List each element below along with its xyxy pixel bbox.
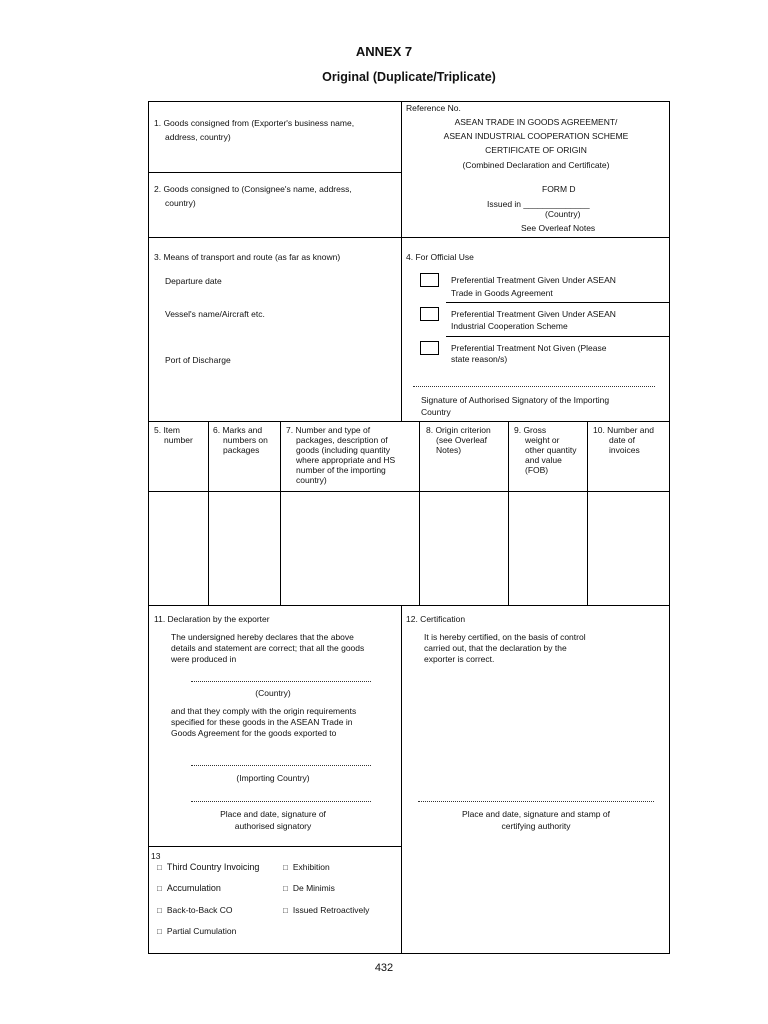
certificate-subtitle: (Combined Declaration and Certificate) (462, 160, 610, 170)
overleaf-notes: See Overleaf Notes (521, 223, 596, 233)
checkbox-icon: □ (283, 884, 288, 893)
exporter-signature-caption: authorised signatory (234, 821, 312, 831)
item-number-cell[interactable] (149, 492, 208, 605)
option-label: Partial Cumulation (166, 926, 237, 936)
col-header-text: numbers on (223, 435, 268, 445)
declaration-text: details and statement are correct; that all the goods (171, 643, 365, 653)
option-label: De Minimis (292, 883, 335, 893)
col-header-text: 6. Marks and (213, 425, 263, 435)
third-country-invoicing-option[interactable] (157, 862, 259, 873)
col-header-text: packages, description of (296, 435, 388, 445)
col-header-text: Notes) (436, 445, 462, 455)
de-minimis-option[interactable] (283, 883, 335, 894)
opt1-label-cont: Trade in Goods Agreement (451, 288, 553, 298)
scheme-title: ASEAN INDUSTRIAL COOPERATION SCHEME (443, 131, 629, 141)
col-header-text: invoices (609, 445, 640, 455)
departure-date-label: Departure date (165, 276, 222, 286)
exporter-field[interactable] (150, 145, 399, 171)
marks-cell[interactable] (209, 492, 280, 605)
description-cell[interactable] (281, 492, 419, 605)
exporter-signature-caption: Place and date, signature of (220, 809, 326, 819)
agreement-title: ASEAN TRADE IN GOODS AGREEMENT/ (454, 117, 618, 127)
partial-cumulation-option[interactable] (157, 926, 236, 937)
vessel-name-label: Vessel's name/Aircraft etc. (165, 309, 265, 319)
form-name: FORM D (542, 184, 576, 194)
col-header-text: country) (296, 475, 327, 485)
option-label: Back-to-Back CO (166, 905, 233, 915)
issued-retroactively-option[interactable] (283, 905, 369, 916)
reference-no: Reference No. (406, 103, 461, 113)
option-label: Accumulation (166, 883, 221, 893)
declaration-text: The undersigned hereby declares that the above (171, 632, 354, 642)
option-label: Third Country Invoicing (166, 862, 260, 872)
opt2-label-cont: Industrial Cooperation Scheme (451, 321, 568, 331)
box12-label: 12. Certification (406, 614, 466, 624)
divider (148, 605, 670, 606)
option-label: Exhibition (292, 862, 330, 872)
produced-country-line[interactable] (191, 681, 371, 682)
importing-country-line[interactable] (191, 765, 371, 766)
certificate-title: CERTIFICATE OF ORIGIN (485, 145, 587, 155)
accumulation-option[interactable] (157, 883, 221, 894)
col-header-text: 8. Origin criterion (426, 425, 491, 435)
col-header-text: 5. Item (154, 425, 180, 435)
col-header-text: 10. Number and (593, 425, 654, 435)
col-header-text: where appropriate and HS (296, 455, 396, 465)
checkbox-icon: □ (283, 906, 288, 915)
col-header-text: and value (525, 455, 562, 465)
importing-signature-label: Signature of Authorised Signatory of the Importing (421, 395, 610, 405)
authority-signature-caption: certifying authority (501, 821, 571, 831)
divider (148, 421, 670, 422)
divider (148, 237, 670, 238)
authority-signature-line[interactable] (418, 801, 654, 802)
box1-label: 1. Goods consigned from (Exporter's business name, (154, 118, 355, 128)
opt1-label: Preferential Treatment Given Under ASEAN (451, 275, 616, 285)
certification-text: It is hereby certified, on the basis of control (424, 632, 586, 642)
option-label: Issued Retroactively (292, 905, 370, 915)
box1-label-cont: address, country) (165, 132, 231, 142)
col-header-text: packages (223, 445, 260, 455)
divider (148, 846, 401, 847)
box11-label: 11. Declaration by the exporter (154, 614, 270, 624)
exporter-signature-line[interactable] (191, 801, 371, 802)
produced-country-caption: (Country) (255, 688, 291, 698)
divider (401, 605, 402, 954)
gross-weight-cell[interactable] (509, 492, 587, 605)
annex-title: ANNEX 7 (355, 44, 413, 59)
issued-in: Issued in ______________ (487, 199, 590, 209)
consignee-field[interactable] (150, 211, 399, 236)
port-of-discharge-label: Port of Discharge (165, 355, 231, 365)
checkbox-icon: □ (157, 884, 162, 893)
declaration-text: Goods Agreement for the goods exported to (171, 728, 337, 738)
certification-text: exporter is correct. (424, 654, 495, 664)
back-to-back-co-option[interactable] (157, 905, 233, 916)
importing-country-caption: (Importing Country) (236, 773, 310, 783)
opt2-label: Preferential Treatment Given Under ASEAN (451, 309, 616, 319)
certification-text: carried out, that the declaration by the (424, 643, 567, 653)
origin-criterion-cell[interactable] (420, 492, 508, 605)
checkbox-icon: □ (157, 927, 162, 936)
declaration-text: and that they comply with the origin requirements (171, 706, 357, 716)
issued-country-caption: (Country) (545, 209, 581, 219)
col-header-text: 9. Gross (514, 425, 547, 435)
opt3-label-cont: state reason/s) (451, 354, 508, 364)
exhibition-option[interactable] (283, 862, 330, 873)
checkbox-icon: □ (283, 863, 288, 872)
not-given-checkbox[interactable] (420, 341, 439, 355)
preferential-atiga-checkbox[interactable] (420, 273, 439, 287)
col-header-text: date of (609, 435, 635, 445)
col-header-text: number (164, 435, 193, 445)
importing-signature-label-cont: Country (421, 407, 451, 417)
box13-label: 13 (151, 851, 161, 861)
checkbox-icon: □ (157, 863, 162, 872)
col-header-text: weight or (525, 435, 560, 445)
declaration-text: were produced in (171, 654, 237, 664)
checkbox-icon: □ (157, 906, 162, 915)
divider (148, 172, 401, 173)
page-number: 432 (374, 962, 394, 974)
col-header-text: other quantity (525, 445, 577, 455)
box3-label: 3. Means of transport and route (as far as known) (154, 252, 341, 262)
box2-label: 2. Goods consigned to (Consignee's name, address, (154, 184, 352, 194)
col-header-text: 7. Number and type of (286, 425, 371, 435)
opt3-label: Preferential Treatment Not Given (Please (451, 343, 607, 353)
divider (446, 302, 670, 303)
box2-label-cont: country) (165, 198, 196, 208)
declaration-text: specified for these goods in the ASEAN Trade in (171, 717, 353, 727)
copy-type-subtitle: Original (Duplicate/Triplicate) (322, 70, 496, 84)
col-header-text: number of the importing (296, 465, 386, 475)
authority-signature-caption: Place and date, signature and stamp of (462, 809, 610, 819)
box4-label: 4. For Official Use (406, 252, 474, 262)
divider (446, 336, 670, 337)
preferential-aico-checkbox[interactable] (420, 307, 439, 321)
invoices-cell[interactable] (588, 492, 669, 605)
col-header-text: (FOB) (525, 465, 549, 475)
col-header-text: (see Overleaf (436, 435, 488, 445)
col-header-text: goods (including quantity (296, 445, 391, 455)
importing-signature-line[interactable] (413, 386, 655, 387)
